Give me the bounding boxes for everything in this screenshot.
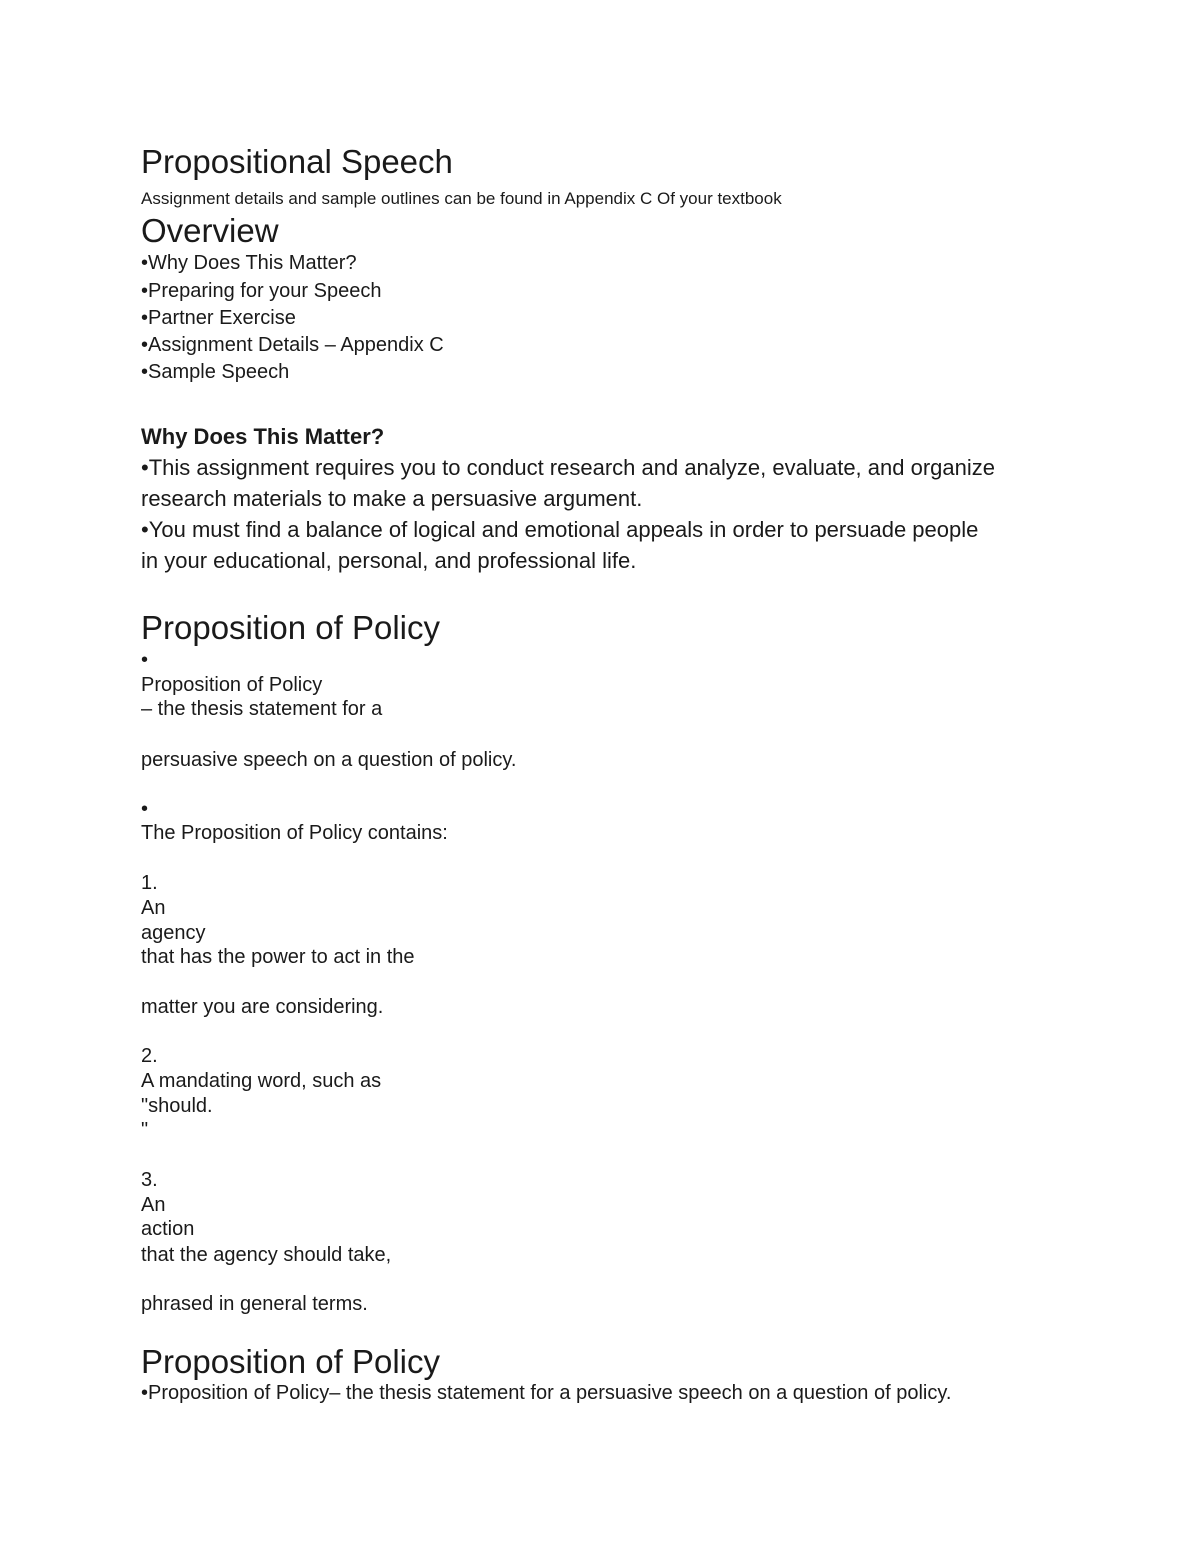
policy-line: •Proposition of Policy– the thesis statement for a persuasive speech on a question of policy. [141, 1382, 952, 1404]
policy-line: persuasive speech on a question of policy. [141, 749, 517, 771]
policy-line: " [141, 1119, 149, 1141]
policy-line: matter you are considering. [141, 996, 384, 1018]
why-matters-line: •This assignment requires you to conduct research and analyze, evaluate, and organize [141, 455, 995, 480]
policy-line: A mandating word, such as [141, 1070, 382, 1092]
policy-line: – the thesis statement for a [141, 698, 383, 720]
policy-line: 2. [141, 1045, 158, 1067]
policy-line: • [141, 649, 149, 671]
policy-line: "should. [141, 1095, 213, 1117]
policy-line: agency [141, 922, 206, 944]
why-matters-line: •You must find a balance of logical and emotional appeals in order to persuade people [141, 517, 979, 542]
policy-heading-1: Proposition of Policy [141, 609, 440, 646]
policy-line: An [141, 897, 166, 919]
policy-line: action [141, 1218, 195, 1240]
overview-item: •Assignment Details – Appendix C [141, 334, 444, 356]
policy-line: phrased in general terms. [141, 1293, 368, 1315]
why-matters-line: in your educational, personal, and professional life. [141, 548, 637, 573]
policy-line: 1. [141, 872, 158, 894]
policy-line: Proposition of Policy [141, 674, 323, 696]
overview-item: •Preparing for your Speech [141, 280, 382, 302]
overview-heading: Overview [141, 212, 279, 249]
policy-line: that the agency should take, [141, 1244, 392, 1266]
policy-line: • [141, 798, 149, 820]
page-subtitle: Assignment details and sample outlines can be found in Appendix C Of your textbook [141, 189, 782, 208]
policy-line: 3. [141, 1169, 158, 1191]
policy-line: The Proposition of Policy contains: [141, 822, 448, 844]
overview-item: •Partner Exercise [141, 307, 296, 329]
overview-item: •Sample Speech [141, 361, 290, 383]
page-title: Propositional Speech [141, 143, 453, 180]
policy-line: An [141, 1194, 166, 1216]
why-matters-heading: Why Does This Matter? [141, 424, 385, 449]
policy-line: that has the power to act in the [141, 946, 415, 968]
policy-heading-2: Proposition of Policy [141, 1343, 440, 1380]
overview-item: •Why Does This Matter? [141, 252, 357, 274]
why-matters-line: research materials to make a persuasive argument. [141, 486, 643, 511]
